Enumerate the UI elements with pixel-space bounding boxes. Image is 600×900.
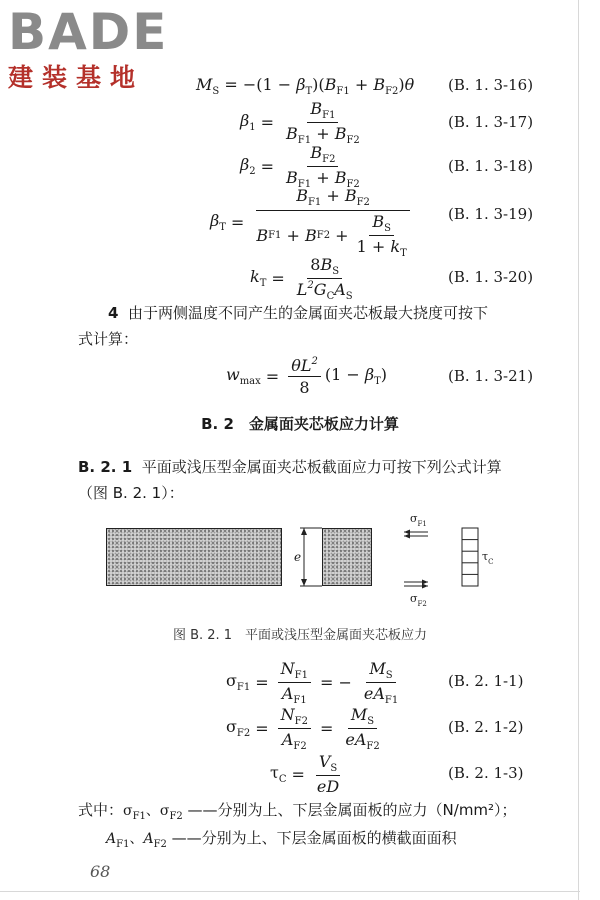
equation-b2-1-1: $\sigma_{F1}$ = $\frac{N_{F1}}{A_{F1}}$ = − $\frac{M_S}{eA_{F1}}$ <box>226 658 399 706</box>
equation-number: (B. 2. 1-2) <box>448 718 524 736</box>
equation-b2-1-2: $\sigma_{F2}$ = $\frac{N_{F2}}{A_{F2}}$ = $\frac{M_S}{eA_{F2}}$ <box>226 704 380 752</box>
equation-b1-3-17: $\beta_1$ = $\frac{B_{F1}}{B_{F1} + B_{F2}}$ <box>240 98 360 146</box>
definition-text-1: 分别为上、下层金属面板的应力（N/mm²）； <box>217 801 517 819</box>
equation-b1-3-18: $\beta_2$ = $\frac{B_{F2}}{B_{F1} + B_{F2}}$ <box>240 142 360 190</box>
definition-row-1: 式中：$\sigma_{F1}$、$\sigma_{F2}$ ——分别为上、下层金属面板的应力（N/mm²）； <box>78 801 517 822</box>
definition-symbols-1: $\sigma_{F1}$、$\sigma_{F2}$ <box>123 803 183 822</box>
paragraph-number: 4 <box>108 304 119 322</box>
clause-text: 平面或浅压型金属面夹芯板截面应力可按下列公式计算 <box>141 458 502 476</box>
section-heading: B. 2 金属面夹芯板应力计算 <box>201 415 399 433</box>
definition-row-2: $A_{F1}$、$A_{F2}$ ——分别为上、下层金属面板的横截面面积 <box>106 829 457 850</box>
definition-symbols-2: $A_{F1}$、$A_{F2}$ <box>106 831 167 850</box>
figure-b2-1 <box>0 506 600 616</box>
equation-number: (B. 1. 3-16) <box>448 76 534 94</box>
tau-c-label: $\tau_C$ <box>482 550 494 566</box>
logo <box>8 4 188 100</box>
equation-number: (B. 1. 3-17) <box>448 113 534 131</box>
equation-number: (B. 2. 1-3) <box>448 764 524 782</box>
equation-b1-3-19: $\beta_T$ = $B_{F1} + B_{F2}$ B F1 + B F2 + $\frac{B_S}{1 + k_T}$ <box>210 192 417 252</box>
page-number: 68 <box>90 862 111 881</box>
paragraph-text: 由于两侧温度不同产生的金属面夹芯板最大挠度可按下 <box>127 304 488 322</box>
equation-b1-3-21: $w_{max}$ = $\frac{\theta L^2}{8}$ $(1 - \beta_T)$ <box>226 355 388 397</box>
definitions-intro: 式中： <box>78 801 124 819</box>
equation-number: (B. 1. 3-20) <box>448 268 534 286</box>
equation-number: (B. 1. 3-21) <box>448 367 534 385</box>
thickness-label-e: e <box>294 550 302 564</box>
sigma-f2-label: $\sigma_{F2}$ <box>410 592 427 608</box>
clause-number: B. 2. 1 <box>78 458 133 476</box>
logo-subtitle: 建装基地 <box>8 63 145 92</box>
paragraph-4-line2: 式计算： <box>78 330 139 348</box>
equation-b1-3-20: $k_T$ = $\frac{8B_S}{L^2G_CA_S}$ <box>250 254 353 302</box>
paragraph-4-line1 <box>108 301 488 325</box>
clause-line2: （图 B. 2. 1）： <box>78 484 184 502</box>
equation-b1-3-16: $M_S = -(1 - \beta_T)(B_{F1} + B_{F2})\theta$ <box>196 75 415 97</box>
page-bottom-edge <box>0 891 580 892</box>
figure-caption: 图 B. 2. 1 平面或浅压型金属面夹芯板应力 <box>172 628 428 643</box>
page-edge <box>578 0 579 900</box>
equation-number: (B. 2. 1-1) <box>448 672 524 690</box>
equation-number: (B. 1. 3-19) <box>448 205 534 223</box>
equation-number: (B. 1. 3-18) <box>448 157 534 175</box>
equation-b2-1-3: $\tau_C$ = $\frac{V_S}{eD}$ <box>270 752 340 796</box>
definition-text-2: 分别为上、下层金属面板的横截面面积 <box>201 829 457 847</box>
clause-line1 <box>78 455 502 479</box>
sigma-f1-label: $\sigma_{F1}$ <box>410 512 427 528</box>
logo-wordmark: BADE <box>8 3 169 61</box>
